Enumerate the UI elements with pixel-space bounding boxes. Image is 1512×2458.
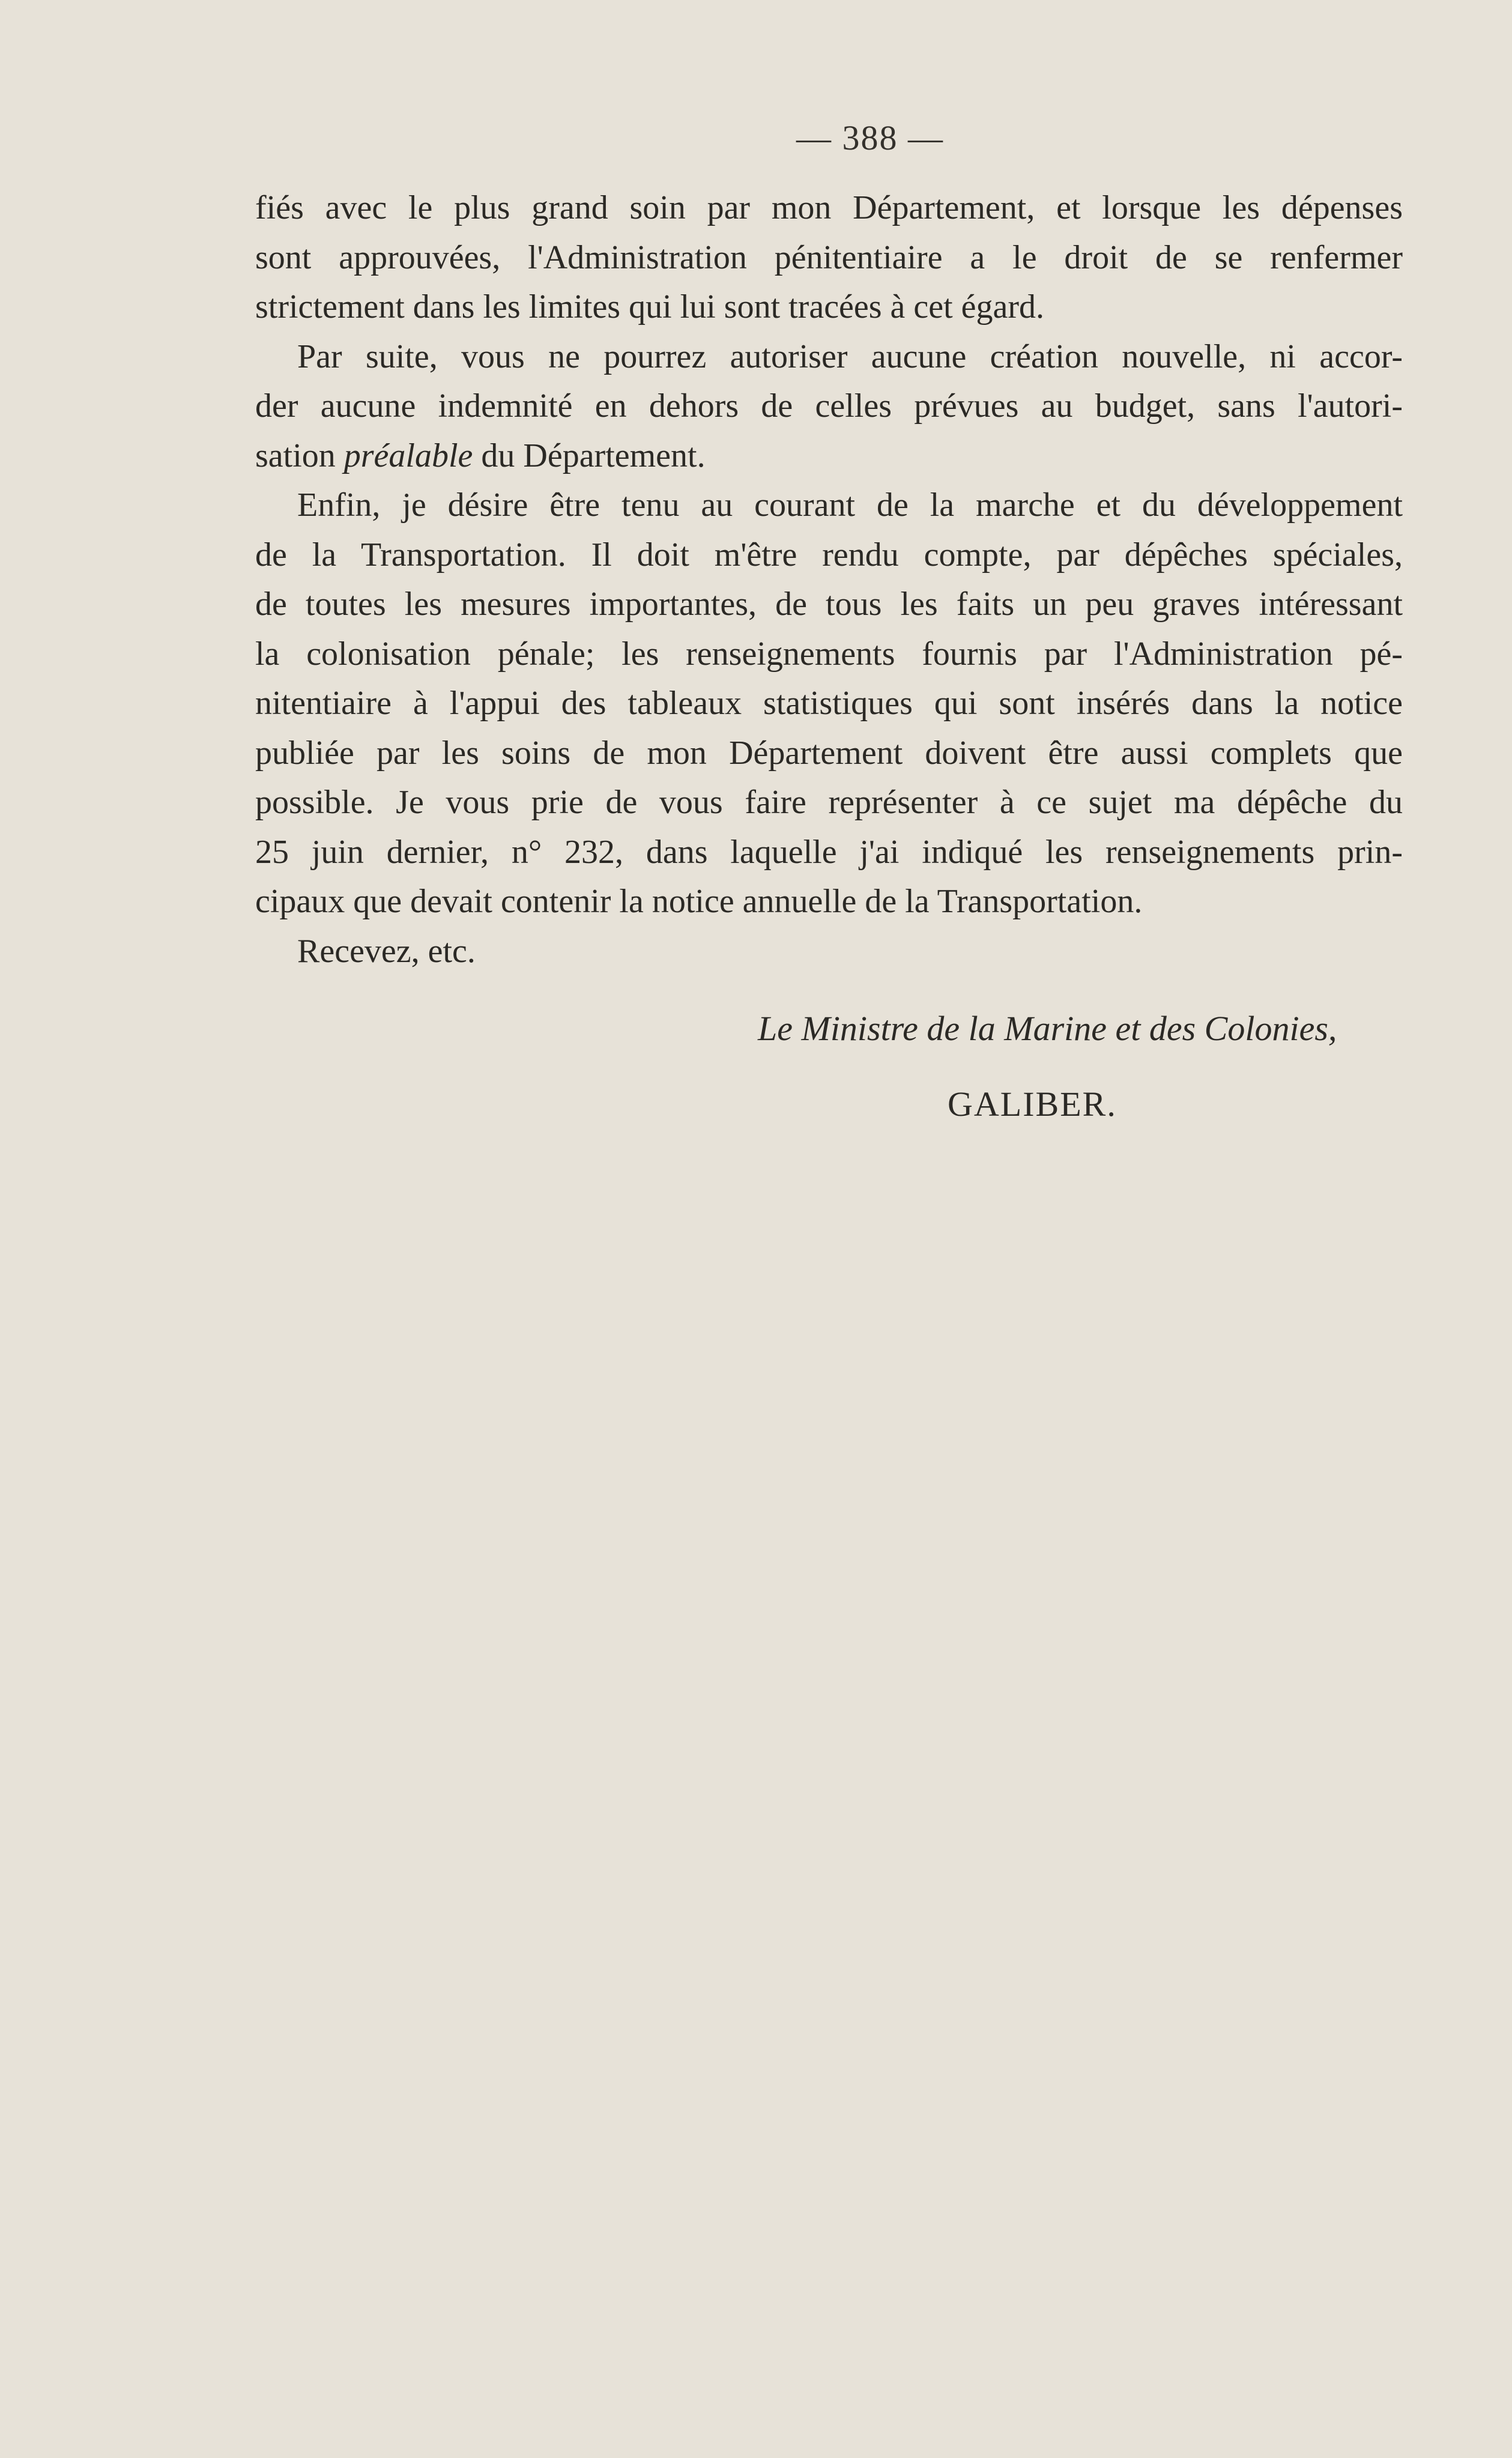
- text-line: cipaux que devait contenir la notice annuelle de la Transportation.: [255, 883, 1143, 920]
- signature-title: Le Ministre de la Marine et des Colonies,: [758, 1009, 1337, 1048]
- text-fragment: du Département.: [473, 437, 706, 474]
- text-line: fiés avec le plus grand soin par mon Département, et lorsque les dépenses: [255, 189, 1403, 226]
- text-line: Enfin, je désire être tenu au courant de la marche et du développement: [297, 486, 1403, 524]
- text-line: strictement dans les limites qui lui sont tracées à cet égard.: [255, 288, 1045, 325]
- text-line: la colonisation pénale; les renseignements fournis par l'Administration pé-: [255, 635, 1403, 673]
- text-line: sont approuvées, l'Administration pénitentiaire a le droit de se renfermer: [255, 238, 1403, 276]
- text-line: Par suite, vous ne pourrez autoriser aucune création nouvelle, ni accor-: [297, 338, 1403, 375]
- text-line: publiée par les soins de mon Département doivent être aussi complets que: [255, 734, 1403, 772]
- text-line: [255, 431, 1403, 481]
- text-line: de la Transportation. Il doit m'être rendu compte, par dépêches spéciales,: [255, 536, 1403, 574]
- body-text: [255, 183, 1403, 976]
- page-number: — 388 —: [796, 118, 944, 157]
- text-line: 25 juin dernier, n° 232, dans laquelle j'ai indiqué les renseignements prin-: [255, 833, 1403, 871]
- text-line: der aucune indemnité en dehors de celles prévues au budget, sans l'autori-: [255, 387, 1403, 425]
- signature-name: GALIBER.: [948, 1085, 1117, 1124]
- text-line: possible. Je vous prie de vous faire représenter à ce sujet ma dépêche du: [255, 784, 1403, 821]
- text-line: de toutes les mesures importantes, de tous les faits un peu graves intéressant: [255, 586, 1403, 623]
- closing-line: Recevez, etc.: [297, 932, 476, 970]
- italic-word: préalable: [343, 437, 473, 474]
- text-fragment: sation: [255, 437, 344, 474]
- text-line: nitentiaire à l'appui des tableaux statistiques qui sont insérés dans la notice: [255, 685, 1403, 722]
